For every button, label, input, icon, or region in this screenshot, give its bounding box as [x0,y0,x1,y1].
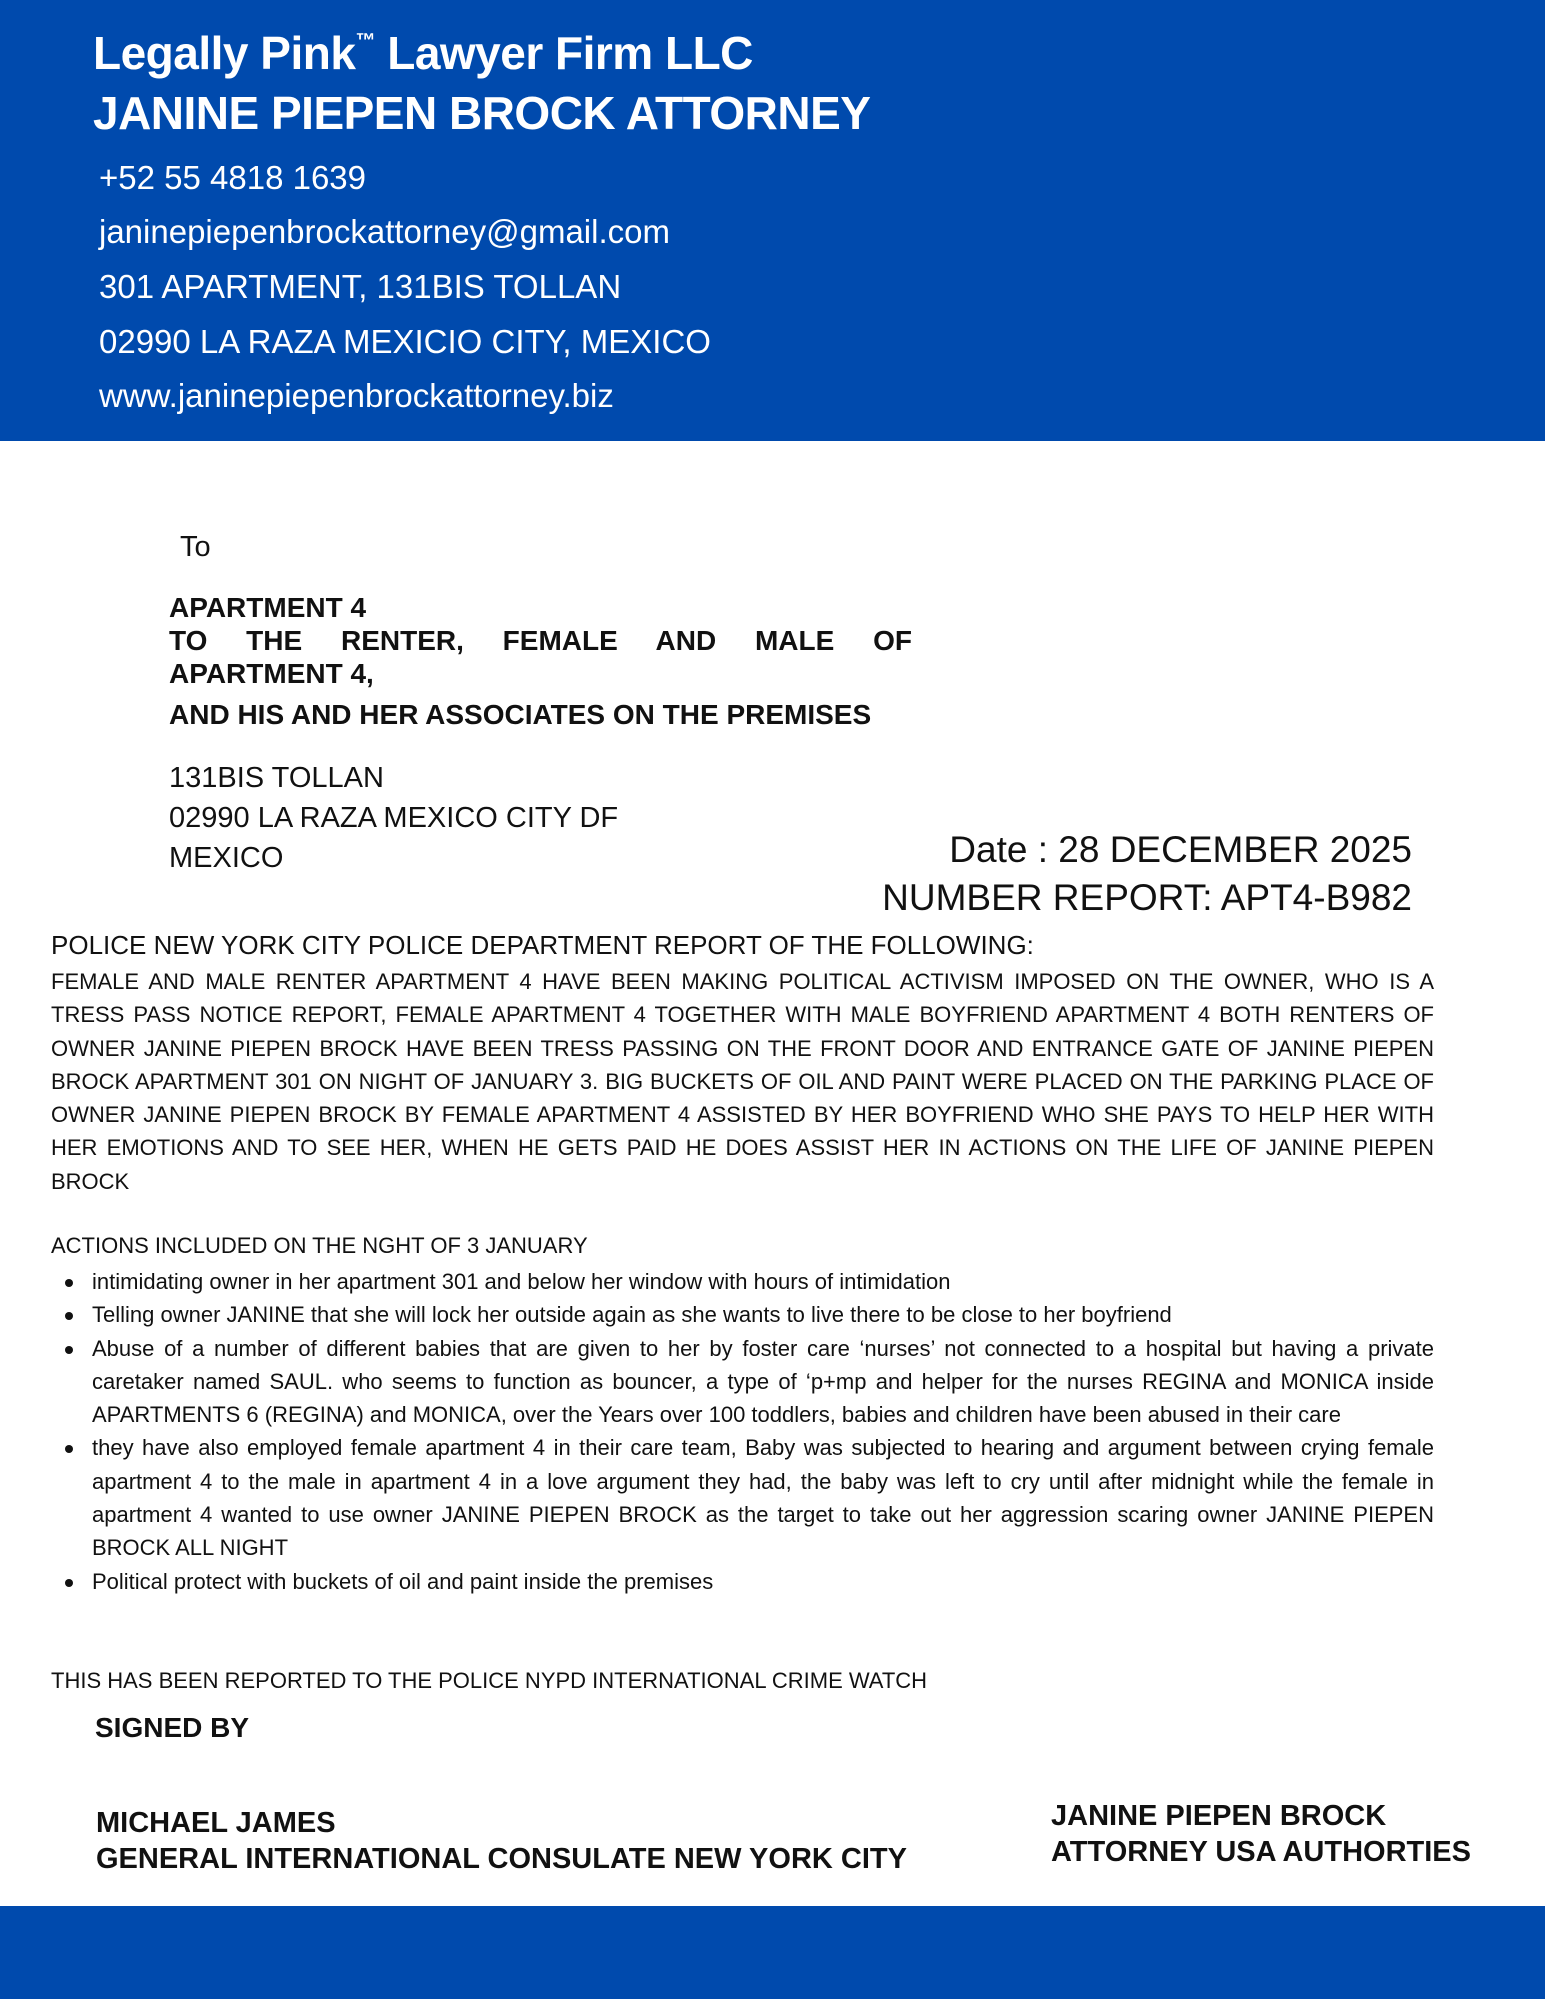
attorney-name: JANINE PIEPEN BROCK ATTORNEY [93,87,871,139]
list-item [51,1332,1434,1432]
list-item-text: they have also employed female apartment 4 in their care team, Baby was subjected to hearing and argument between crying female apartment 4 to the male in apartment 4 in a love argument they had, the baby was left to cry until after midnight while the female in apartment 4 wanted to use owner JANINE PIEPEN BROCK as the target to take out her aggression scaring owner JANINE PIEPEN BROCK ALL NIGHT [92,1435,1434,1561]
report-number: NUMBER REPORT: APT4-B982 [882,877,1412,918]
firm-name-suffix: Lawyer Firm LLC [374,27,753,79]
signer-right-name: JANINE PIEPEN BROCK [1051,1800,1387,1832]
signer-right [1051,1798,1471,1870]
to-label: To [180,531,211,563]
list-item [51,1565,1434,1598]
bullet-icon [65,1279,73,1287]
actions-heading: ACTIONS INCLUDED ON THE NGHT OF 3 JANUARY [51,1233,588,1258]
bullet-icon [65,1445,73,1453]
contact-website: www.janinepiepenbrockattorney.biz [99,377,614,414]
bullet-icon [65,1579,73,1587]
list-item-text: Telling owner JANINE that she will lock her outside again as she wants to live there to be close to her boyfriend [92,1302,1172,1328]
recipient-title [169,591,912,731]
recipient-line-1: APARTMENT 4 [169,592,367,623]
list-item [51,1298,1434,1331]
contact-phone: +52 55 4818 1639 [99,159,367,196]
list-item-text: Political protect with buckets of oil and paint inside the premises [92,1568,714,1594]
contact-email: janinepiepenbrockattorney@gmail.com [99,213,670,250]
contact-address-line2: 02990 LA RAZA MEXICIO CITY, MEXICO [99,323,711,360]
recipient-address-line3: MEXICO [169,842,284,874]
trademark-symbol: ™ [355,30,375,52]
recipient-address-line1: 131BIS TOLLAN [169,762,384,794]
contact-address-line1: 301 APARTMENT, 131BIS TOLLAN [99,268,622,305]
recipient-address-line2: 02990 LA RAZA MEXICO CITY DF [169,802,619,834]
list-item-text: Abuse of a number of different babies that are given to her by foster care ‘nurses’ not connected to a hospital but having a private caretaker named SAUL. who seems to function as bouncer, a type of ‘p+mp and helper for the nurses REGINA and MONICA inside APARTMENTS 6 (REGINA) and MONICA, over the Years over 100 toddlers, babies and children have been abused in their care [92,1335,1434,1428]
report-body: FEMALE AND MALE RENTER APARTMENT 4 HAVE BEEN MAKING POLITICAL ACTIVISM IMPOSED ON THE OWNER, WHO IS A TRESS PASS NOTICE REPORT, FEMALE APARTMENT 4 TOGETHER WITH MALE BOYFRIEND APARTMENT 4 BOTH RENTERS OF OWNER JANINE PIEPEN BROCK HAVE BEEN TRESS PASSING ON THE FRONT DOOR AND ENTRANCE GATE OF JANINE PIEPEN BROCK APARTMENT 301 ON NIGHT OF JANUARY 3. BIG BUCKETS OF OIL AND PAINT WERE PLACED ON THE PARKING PLACE OF OWNER JANINE PIEPEN BROCK BY FEMALE APARTMENT 4 ASSISTED BY HER BOYFRIEND WHO SHE PAYS TO HELP HER WITH HER EMOTIONS AND TO SEE HER, WHEN HE GETS PAID HE DOES ASSIST HER IN ACTIONS ON THE LIFE OF JANINE PIEPEN BROCK [51,969,1434,1194]
footer-bar [0,1906,1545,1999]
signer-left [96,1805,907,1877]
recipient-line-3: APARTMENT 4, [169,658,374,689]
report-date: Date : 28 DECEMBER 2025 [949,829,1412,870]
letterhead-banner [0,0,1545,441]
recipient-address [169,758,618,878]
bullet-icon [65,1346,73,1354]
actions-list [51,1265,1434,1598]
list-item [51,1431,1434,1564]
firm-name [93,26,753,80]
report-meta [882,826,1412,922]
firm-name-main: Legally Pink [93,27,356,79]
report-heading: POLICE NEW YORK CITY POLICE DEPARTMENT REPORT OF THE FOLLOWING: [51,930,1034,960]
bullet-icon [65,1312,73,1320]
reported-statement: THIS HAS BEEN REPORTED TO THE POLICE NYPD INTERNATIONAL CRIME WATCH [51,1668,928,1693]
signed-by-label: SIGNED BY [95,1712,250,1743]
signer-right-title: ATTORNEY USA AUTHORTIES [1051,1836,1471,1868]
recipient-line-2: TO THE RENTER, FEMALE AND MALE OF [169,625,912,656]
list-item [51,1265,1434,1298]
signer-left-title: GENERAL INTERNATIONAL CONSULATE NEW YORK CITY [96,1843,907,1875]
signer-left-name: MICHAEL JAMES [96,1807,336,1839]
recipient-line-4: AND HIS AND HER ASSOCIATES ON THE PREMISES [169,699,872,730]
list-item-text: intimidating owner in her apartment 301 and below her window with hours of intimidation [92,1269,951,1294]
